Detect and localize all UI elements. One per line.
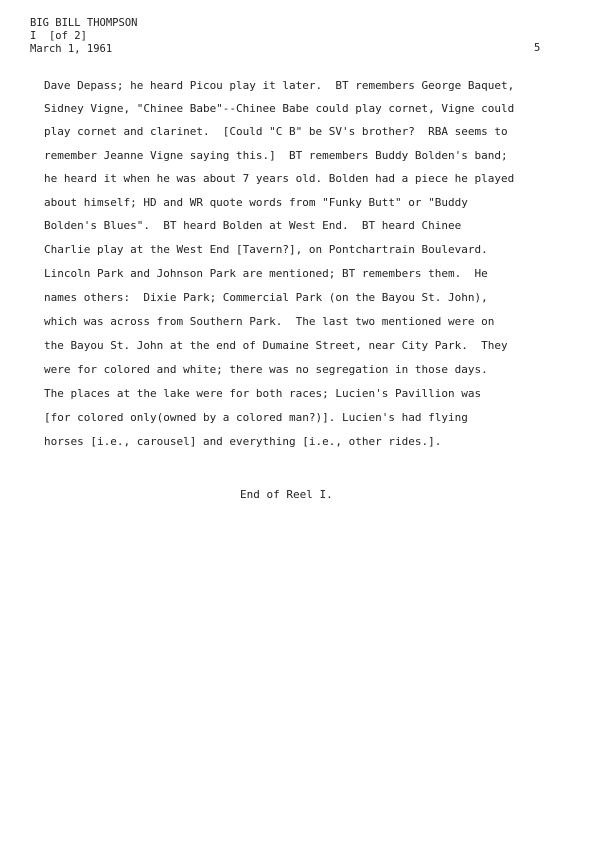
interviewee-name: BIG BILL THOMPSON: [30, 17, 138, 29]
transcript-line: Sidney Vigne, "Chinee Babe"--Chinee Babe could play cornet, Vigne could: [44, 102, 515, 115]
page-number: 5: [534, 42, 541, 54]
transcript-line: The places at the lake were for both races; Lucien's Pavillion was: [44, 387, 482, 400]
transcript-line: [for colored only(owned by a colored man?)]. Lucien's had flying: [44, 411, 468, 424]
reel-label: I [of 2]: [30, 30, 87, 42]
transcript-line: Lincoln Park and Johnson Park are mentioned; BT remembers them. He: [44, 267, 488, 280]
transcript-line: Bolden's Blues". BT heard Bolden at West End. BT heard Chinee: [44, 219, 462, 232]
transcript-line: Dave Depass; he heard Picou play it later. BT remembers George Baquet,: [44, 79, 515, 92]
transcript-line: remember Jeanne Vigne saying this.] BT remembers Buddy Bolden's band;: [44, 149, 508, 162]
transcript-line: he heard it when he was about 7 years old. Bolden had a piece he played: [44, 172, 515, 185]
transcript-line: which was across from Southern Park. The last two mentioned were on: [44, 315, 495, 328]
transcript-line: were for colored and white; there was no segregation in those days.: [44, 363, 488, 376]
end-of-reel-note: End of Reel I.: [240, 488, 333, 501]
transcript-line: Charlie play at the West End [Tavern?], on Pontchartrain Boulevard.: [44, 243, 488, 256]
transcript-line: play cornet and clarinet. [Could "C B" be SV's brother? RBA seems to: [44, 125, 508, 138]
transcript-line: about himself; HD and WR quote words from "Funky Butt" or "Buddy: [44, 196, 468, 209]
transcript-line: the Bayou St. John at the end of Dumaine Street, near City Park. They: [44, 339, 508, 352]
transcript-line: horses [i.e., carousel] and everything [i.e., other rides.].: [44, 435, 442, 448]
transcript-line: names others: Dixie Park; Commercial Park (on the Bayou St. John),: [44, 291, 488, 304]
interview-date: March 1, 1961: [30, 43, 113, 55]
